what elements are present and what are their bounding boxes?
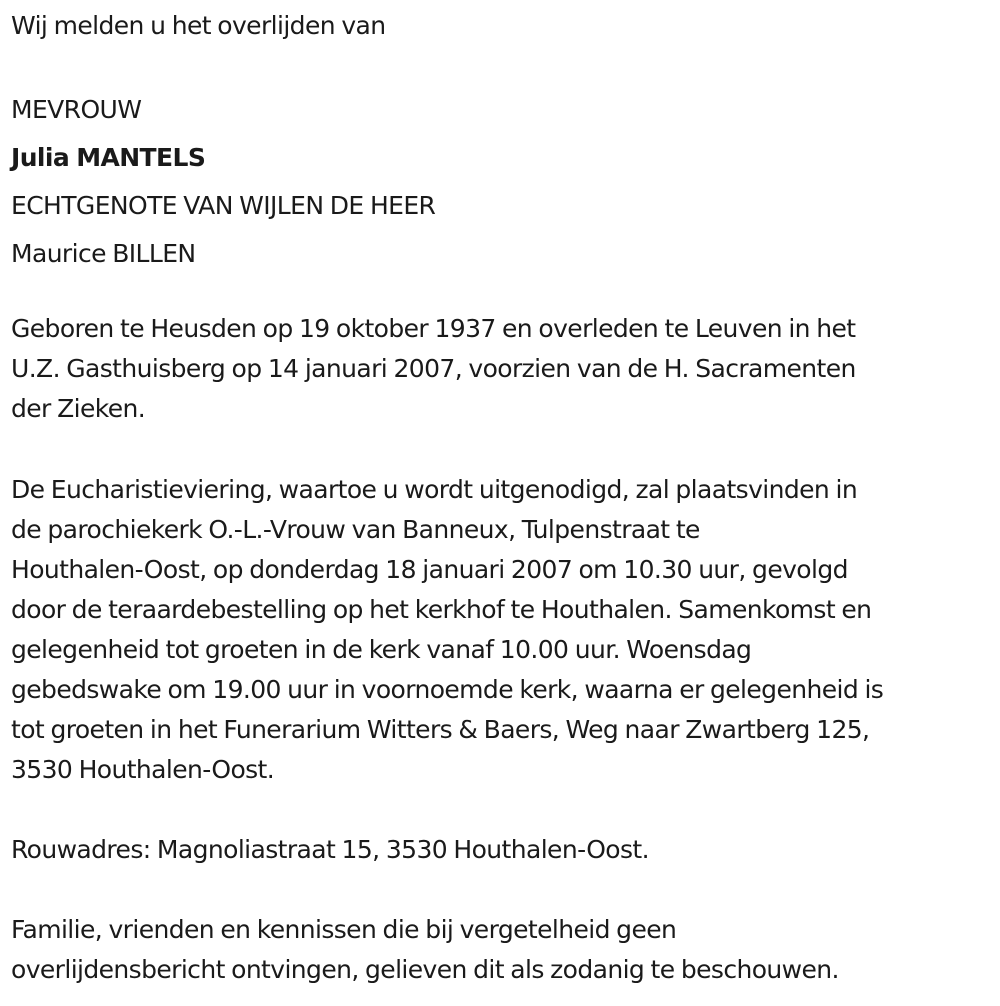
birth-death-paragraph: [11, 309, 856, 429]
spouse-name: Maurice BILLEN: [11, 239, 196, 268]
paragraph-line: Familie, vrienden en kennissen die bij vergetelheid geen: [11, 915, 677, 944]
paragraph-line: gebedswake om 19.00 uur in voornoemde kerk, waarna er gelegenheid is: [11, 675, 884, 704]
paragraph-line: der Zieken.: [11, 394, 146, 423]
closing-paragraph: [11, 910, 839, 990]
address-paragraph: [11, 830, 649, 870]
intro-text: Wij melden u het overlijden van: [11, 11, 386, 40]
paragraph-line: 3530 Houthalen-Oost.: [11, 755, 275, 784]
paragraph-line: gelegenheid tot groeten in de kerk vanaf 10.00 uur. Woensdag: [11, 635, 752, 664]
paragraph-line: overlijdensbericht ontvingen, gelieven dit als zodanig te beschouwen.: [11, 955, 839, 984]
paragraph-line: De Eucharistieviering, waartoe u wordt uitgenodigd, zal plaatsvinden in: [11, 475, 858, 504]
paragraph-line: Geboren te Heusden op 19 oktober 1937 en overleden te Leuven in het: [11, 314, 856, 343]
deceased-block: [11, 86, 435, 278]
relation-text: ECHTGENOTE VAN WIJLEN DE HEER: [11, 191, 436, 220]
paragraph-line: de parochiekerk O.-L.-Vrouw van Banneux, Tulpenstraat te: [11, 515, 700, 544]
deceased-name: Julia MANTELS: [11, 143, 206, 172]
paragraph-line: U.Z. Gasthuisberg op 14 januari 2007, voorzien van de H. Sacramenten: [11, 354, 856, 383]
mourning-address: Rouwadres: Magnoliastraat 15, 3530 Houthalen-Oost.: [11, 835, 649, 864]
paragraph-line: Houthalen-Oost, op donderdag 18 januari 2007 om 10.30 uur, gevolgd: [11, 555, 848, 584]
ceremony-paragraph: [11, 470, 883, 790]
paragraph-line: tot groeten in het Funerarium Witters & Baers, Weg naar Zwartberg 125,: [11, 715, 870, 744]
title-text: MEVROUW: [11, 95, 142, 124]
paragraph-line: door de teraardebestelling op het kerkhof te Houthalen. Samenkomst en: [11, 595, 872, 624]
